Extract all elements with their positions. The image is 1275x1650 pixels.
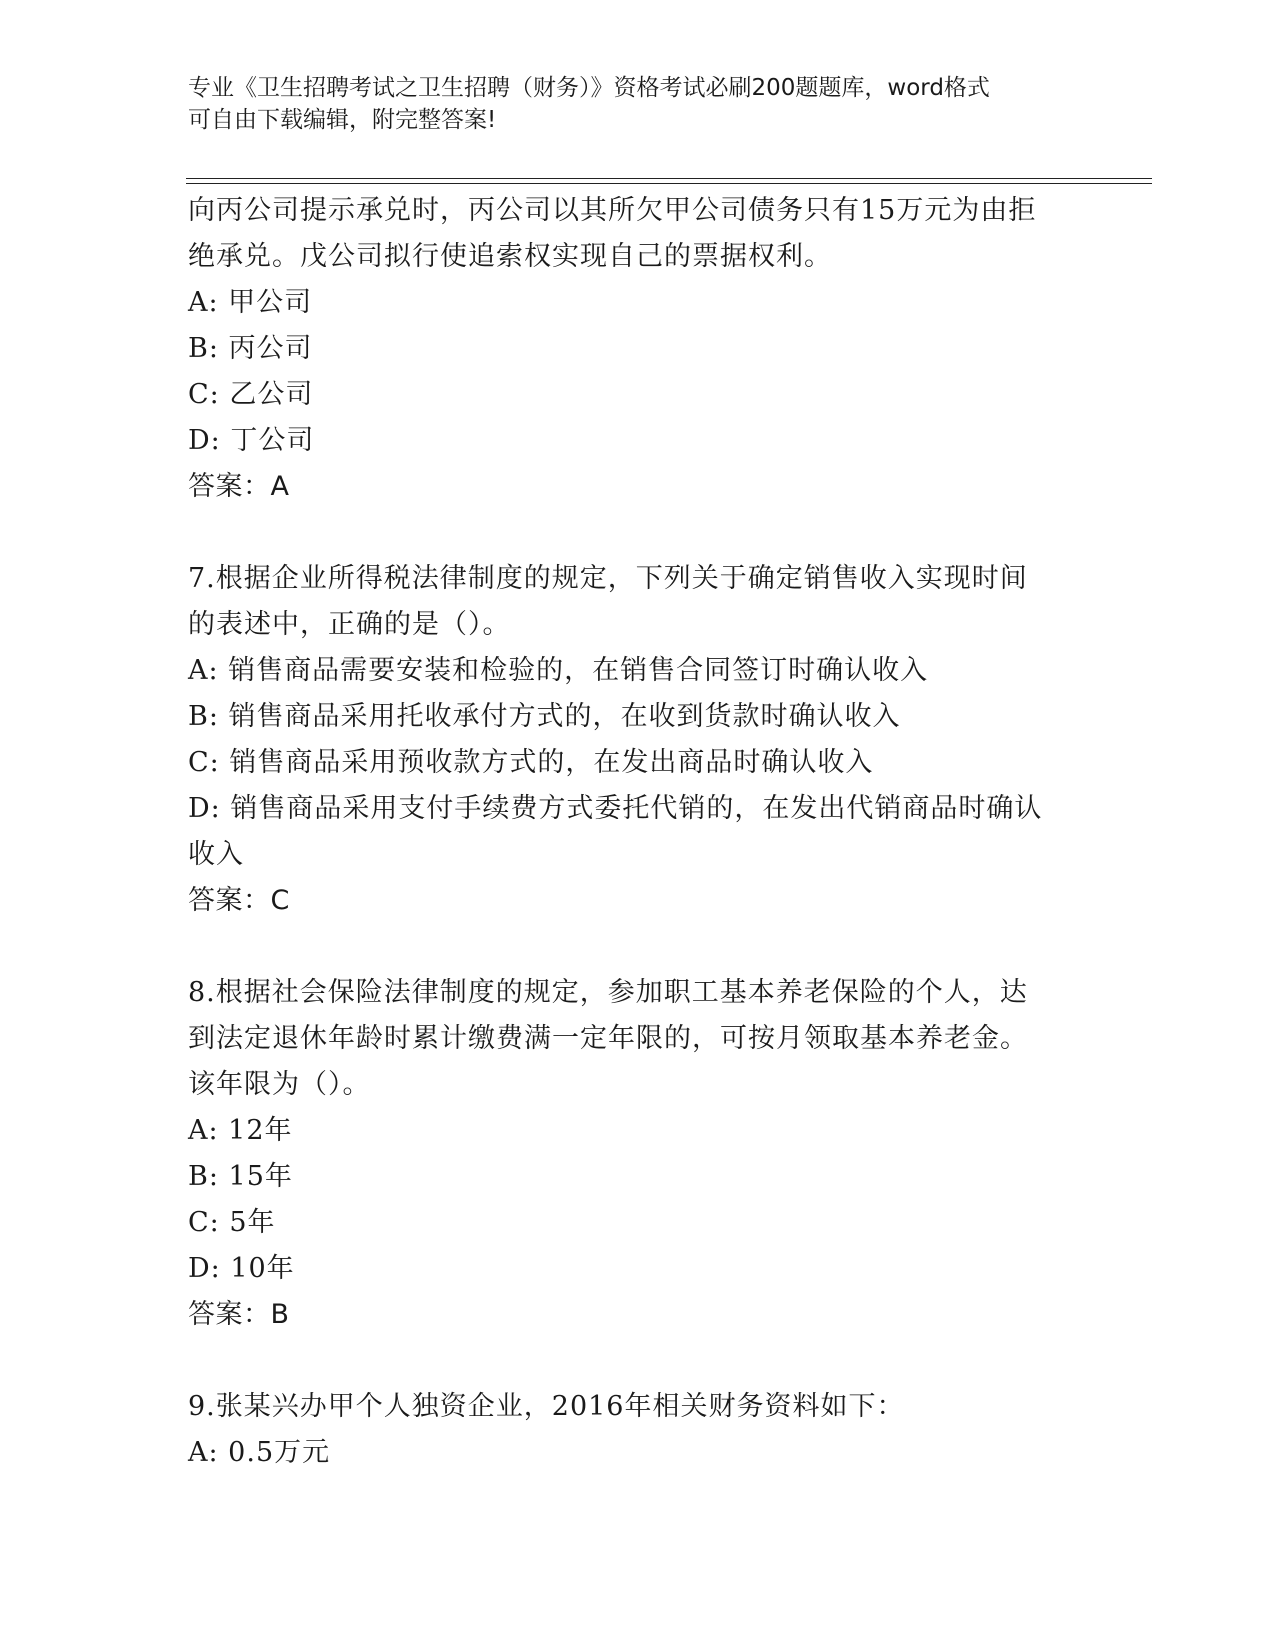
- header-title-line2: 可自由下载编辑，附完整答案!: [188, 107, 497, 133]
- question-block: [188, 556, 1088, 924]
- answer-line: 答案：C: [188, 885, 290, 916]
- question-stem-line: 到法定退休年龄时累计缴费满一定年限的，可按月领取基本养老金。: [188, 1023, 1028, 1054]
- header-divider-top: [186, 178, 1152, 179]
- question-stem-line: 绝承兑。戊公司拟行使追索权实现自己的票据权利。: [188, 241, 832, 272]
- question-list: [188, 188, 1088, 1476]
- question-block: [188, 1384, 1088, 1476]
- question-stem-line: 9.张某兴办甲个人独资企业，2016年相关财务资料如下：: [188, 1391, 905, 1422]
- question-stem-line: 该年限为（）。: [188, 1069, 371, 1100]
- option-b: B: 丙公司: [188, 333, 313, 364]
- option-d: D: 丁公司: [188, 425, 315, 456]
- question-block: [188, 188, 1088, 510]
- option-a: A: 甲公司: [188, 287, 313, 318]
- option-c: C: 销售商品采用预收款方式的，在发出商品时确认收入: [188, 747, 874, 778]
- option-a: A: 12年: [188, 1115, 293, 1146]
- answer-line: 答案：B: [188, 1299, 290, 1330]
- option-c: C: 乙公司: [188, 379, 314, 410]
- header-title-line1: 专业《卫生招聘考试之卫生招聘（财务）》资格考试必刷200题题库，word格式: [188, 75, 990, 101]
- option-a: A: 0.5万元: [188, 1437, 331, 1468]
- header-divider-bottom: [186, 183, 1152, 184]
- option-a: A: 销售商品需要安装和检验的，在销售合同签订时确认收入: [188, 655, 929, 686]
- option-b: B: 15年: [188, 1161, 293, 1192]
- option-d-continuation: 收入: [188, 839, 244, 870]
- document-header: [188, 72, 1068, 136]
- option-b: B: 销售商品采用托收承付方式的，在收到货款时确认收入: [188, 701, 901, 732]
- option-c: C: 5年: [188, 1207, 276, 1238]
- option-d: D: 10年: [188, 1253, 295, 1284]
- question-stem-line: 的表述中，正确的是（）。: [188, 609, 511, 640]
- spacer: [188, 1338, 1088, 1384]
- question-stem-line: 向丙公司提示承兑时，丙公司以其所欠甲公司债务只有15万元为由拒: [188, 195, 1037, 226]
- spacer: [188, 510, 1088, 556]
- option-d: D: 销售商品采用支付手续费方式委托代销的，在发出代销商品时确认: [188, 793, 1043, 824]
- question-stem-line: 8.根据社会保险法律制度的规定，参加职工基本养老保险的个人，达: [188, 977, 1028, 1008]
- question-stem-line: 7.根据企业所得税法律制度的规定，下列关于确定销售收入实现时间: [188, 563, 1028, 594]
- answer-line: 答案：A: [188, 471, 290, 502]
- spacer: [188, 924, 1088, 970]
- question-block: [188, 970, 1088, 1338]
